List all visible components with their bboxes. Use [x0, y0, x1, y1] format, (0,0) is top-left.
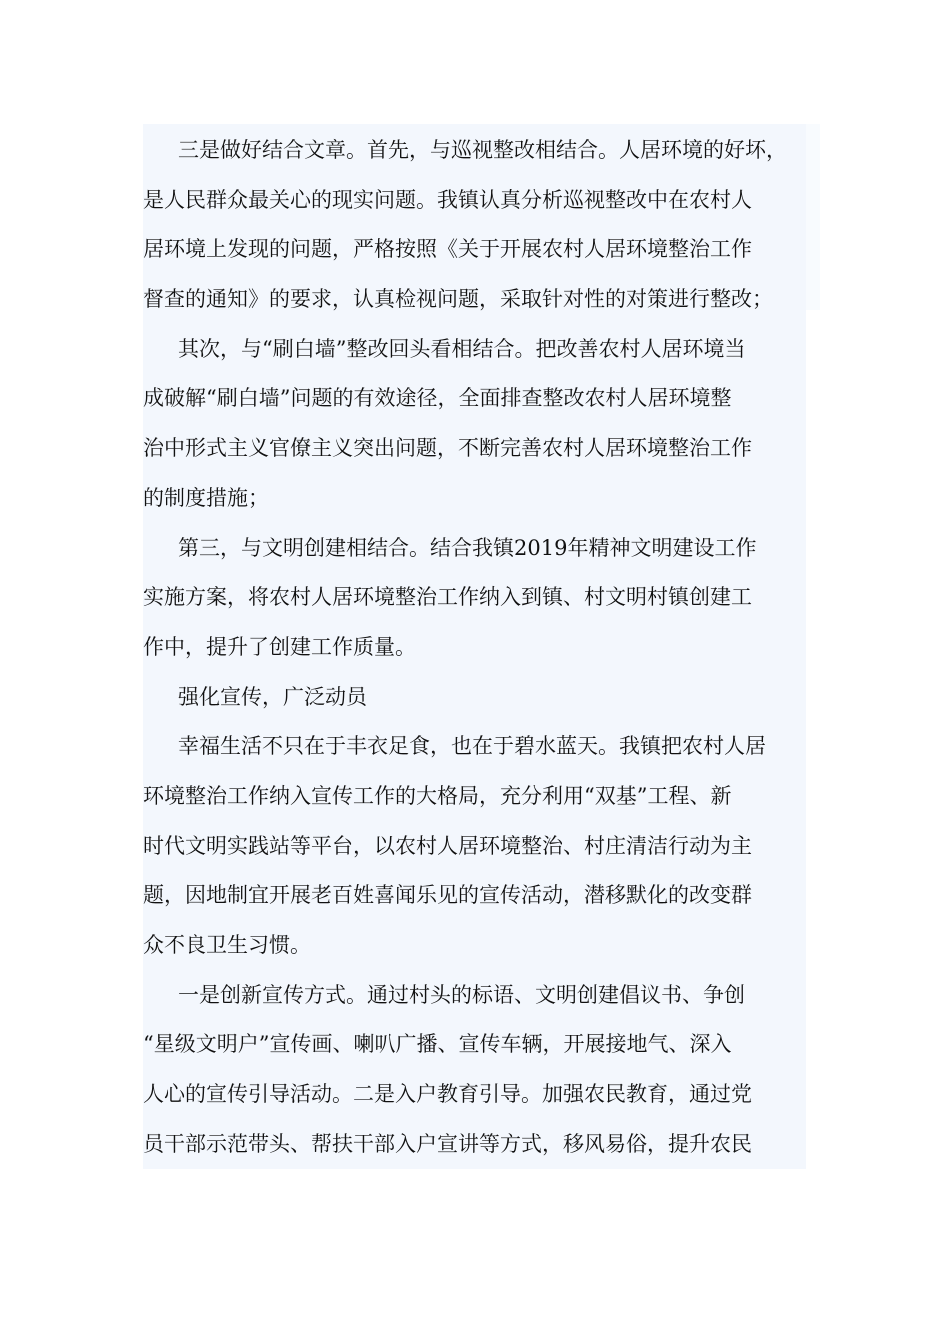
text-line: 成破解“刷白墙”问题的有效途径，全面排查整改农村人居环境整: [143, 386, 732, 411]
highlight-extension: [806, 124, 820, 310]
text-line: 幸福生活不只在于丰衣足食，也在于碧水蓝天。我镇把农村人居: [178, 734, 766, 759]
document-body: [143, 124, 806, 1169]
text-line: 人心的宣传引导活动。二是入户教育引导。加强农民教育，通过党: [143, 1082, 752, 1107]
text-line: 督查的通知》的要求，认真检视问题，采取针对性的对策进行整改；: [143, 287, 773, 312]
text-line: 员干部示范带头、帮扶干部入户宣讲等方式，移风易俗，提升农民: [143, 1131, 752, 1156]
text-line: 环境整治工作纳入宣传工作的大格局，充分利用“双基”工程、新: [143, 783, 732, 808]
text-line: 实施方案，将农村人居环境整治工作纳入到镇、村文明村镇创建工: [143, 585, 752, 610]
text-line: 的制度措施；: [143, 485, 269, 510]
text-line: 强化宣传，广泛动员: [178, 684, 367, 709]
text-line: 时代文明实践站等平台，以农村人居环境整治、村庄清洁行动为主: [143, 833, 752, 858]
text-line: “星级文明户”宣传画、喇叭广播、宣传车辆，开展接地气、深入: [143, 1032, 732, 1057]
text-line: 其次，与“刷白墙”整改回头看相结合。把改善农村人居环境当: [178, 336, 746, 361]
text-line: 是人民群众最关心的现实问题。我镇认真分析巡视整改中在农村人: [143, 187, 752, 212]
text-line: 居环境上发现的问题，严格按照《关于开展农村人居环境整治工作: [143, 237, 752, 262]
text-line: 作中，提升了创建工作质量。: [143, 634, 416, 659]
text-line: 第三，与文明创建相结合。结合我镇2019年精神文明建设工作: [178, 535, 757, 560]
text-line: 一是创新宣传方式。通过村头的标语、文明创建倡议书、争创: [178, 982, 745, 1007]
text-line: 治中形式主义官僚主义突出问题，不断完善农村人居环境整治工作: [143, 436, 752, 461]
paragraph-lines: [143, 126, 806, 1169]
text-line: 三是做好结合文章。首先，与巡视整改相结合。人居环境的好坏，: [178, 138, 787, 162]
text-line: 题，因地制宜开展老百姓喜闻乐见的宣传活动，潜移默化的改变群: [143, 883, 752, 908]
text-line: 众不良卫生习惯。: [143, 933, 311, 957]
